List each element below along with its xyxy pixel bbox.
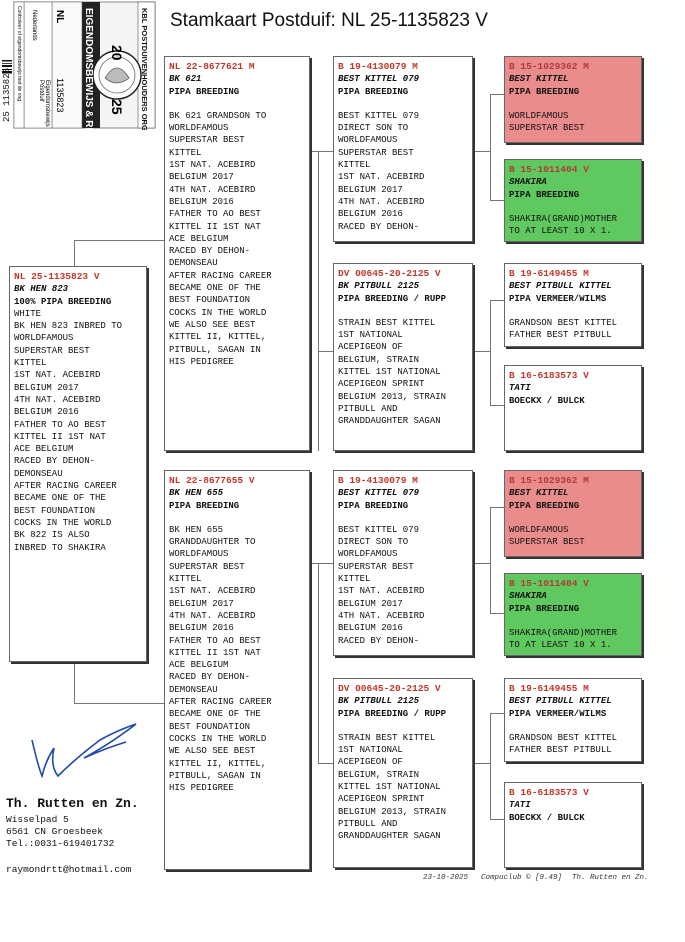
dam-card [164,470,310,870]
connector-line [490,94,491,200]
connector-line [74,240,75,266]
grandparent-card-dam-dam [333,678,473,868]
ring-year-right: 25 [109,99,125,115]
ring-year-left: 20 [109,45,125,61]
connector-line [490,613,505,614]
pigeon-description: WORLDFAMOUS SUPERSTAR BEST [509,524,585,548]
pigeon-breeder: PIPA BREEDING [509,500,580,511]
pigeon-description: WORLDFAMOUS SUPERSTAR BEST [509,110,585,134]
pigeon-ring-id: B 15-1029362 M [509,61,589,72]
sire-card [164,56,310,451]
pigeon-description: BK 621 GRANDSON TO WORLDFAMOUS SUPERSTAR BEST KITTEL 1ST NAT. ACEBIRD BELGIUM 2017 4TH NAT. ACEBIRD BELGIUM 2016 FATHER TO AO BEST KITTEL II 1ST NAT ACE BELGIUM RACED BY DEHON- DEMONSEAU AFTER RACING CAREER BECAME ONE OF THE BEST FOUNDATION COCKS IN THE WORLD WE ALSO SEE BEST KITTEL II, KITTEL, PITBULL, SAGAN IN HIS PEDIGREE [169,110,272,367]
subject-pigeon-card [9,266,147,662]
pigeon-breeder: PIPA BREEDING [509,189,580,200]
pigeon-name: BEST KITTEL 079 [338,74,420,85]
great-grandparent-card [504,678,642,762]
ring-code1: Postduif [38,80,44,102]
ring-side-text: Nederlands [31,10,37,41]
grandparent-card-sire-sire [333,56,473,242]
connector-line [74,662,75,704]
great-grandparent-card [504,365,642,451]
pigeon-breeder: PIPA BREEDING / RUPP [338,708,447,719]
pigeon-breeder: PIPA BREEDING [509,603,580,614]
pigeon-description: BEST KITTEL 079 DIRECT SON TO WORLDFAMOUS SUPERSTAR BEST KITTEL 1ST NAT. ACEBIRD BELGIUM 2017 4TH NAT. ACEBIRD BELGIUM 2016 RACED BY DEHON- [338,110,425,232]
pigeon-breeder: PIPA BREEDING [338,500,409,511]
pigeon-name: BK 621 [169,74,202,85]
ring-top-text: KBL POSTDUIVENHOUDERS ORGANISATIE [140,8,149,130]
pigeon-ring-id: DV 00645-20-2125 V [338,268,441,279]
great-grandparent-card [504,159,642,242]
pigeon-description: BEST KITTEL 079 DIRECT SON TO WORLDFAMOUS SUPERSTAR BEST KITTEL 1ST NAT. ACEBIRD BELGIUM 2017 4TH NAT. ACEBIRD BELGIUM 2016 RACED BY DEHON- [338,524,425,646]
connector-line [490,300,505,301]
pigeon-description: SHAKIRA(GRAND)MOTHER TO AT LEAST 10 X 1. [509,627,618,651]
ring-band-text: EIGENDOMSBEWIJS & RING [83,8,94,130]
pigeon-ring-id: NL 22-8677655 V [169,475,255,486]
pigeon-breeder: PIPA VERMEER/WILMS [509,293,607,304]
pigeon-ring-id: B 19-6149455 M [509,683,589,694]
owner-email: raymondrtt@hotmail.com [6,864,132,875]
great-grandparent-card [504,782,642,868]
connector-line [490,405,505,406]
pigeon-breeder: PIPA BREEDING [169,86,240,97]
pigeon-description: STRAIN BEST KITTEL 1ST NATIONAL ACEPIGEON OF BELGIUM, STRAIN KITTEL 1ST NATIONAL ACEPIGEON SPRINT BELGIUM 2013, STRAIN PITBULL AND GRANDDAUGHTER SAGAN [338,732,447,842]
great-grandparent-card [504,263,642,347]
pigeon-description: BK HEN 823 INBRED TO WORLDFAMOUS SUPERSTAR BEST KITTEL 1ST NAT. ACEBIRD BELGIUM 2017 4TH NAT. ACEBIRD BELGIUM 2016 FATHER TO AO BEST KITTEL II 1ST NAT ACE BELGIUM RACED BY DEHON- DEMONSEAU AFTER RACING CAREER BECAME ONE OF THE BEST FOUNDATION COCKS IN THE WORLD BK 822 IS ALSO INBRED TO SHAKIRA [14,321,123,553]
grandparent-card-dam-sire [333,470,473,656]
great-grandparent-card [504,56,642,143]
pigeon-name: TATI [509,383,531,394]
footer-date: 23-10-2025 [423,874,469,882]
pigeon-ring-id: B 16-6183573 V [509,370,589,381]
pigeon-description: BK HEN 655 GRANDDAUGHTER TO WORLDFAMOUS SUPERSTAR BEST KITTEL 1ST NAT. ACEBIRD BELGIUM 2017 4TH NAT. ACEBIRD BELGIUM 2016 FATHER TO AO BEST KITTEL II 1ST NAT ACE BELGIUM RACED BY DEHON- DEMONSEAU AFTER RACING CAREER BECAME ONE OF THE BEST FOUNDATION COCKS IN THE WORLD WE ALSO SEE BEST KITTEL II, KITTEL, PITBULL, SAGAN IN HIS PEDIGREE [169,524,272,794]
pigeon-name: BK HEN 655 [169,488,224,499]
pigeon-description: STRAIN BEST KITTEL 1ST NATIONAL ACEPIGEON OF BELGIUM, STRAIN KITTEL 1ST NATIONAL ACEPIGEON SPRINT BELGIUM 2013, STRAIN PITBULL AND GRANDDAUGHTER SAGAN [338,317,447,427]
pigeon-ring-id: B 15-1029362 M [509,475,589,486]
connector-line [310,563,333,564]
footer-software: Compuclub © [9.49] [481,874,563,882]
pigeon-ring-id: B 19-6149455 M [509,268,589,279]
pigeon-name: SHAKIRA [509,591,547,602]
pigeon-description: GRANDSON BEST KITTEL FATHER BEST PITBULL [509,317,618,341]
pigeon-ring-id: B 19-4130079 M [338,61,418,72]
pigeon-name: BK PITBULL 2125 [338,696,420,707]
pigeon-name: BEST KITTEL [509,488,569,499]
pigeon-description: GRANDSON BEST KITTEL FATHER BEST PITBULL [509,732,618,756]
pigeon-breeder: PIPA BREEDING [169,500,240,511]
ring-number: 1135823 [55,78,65,113]
pigeon-name: SHAKIRA [509,177,547,188]
ring-country: NL [54,10,65,24]
connector-line [318,151,319,451]
pigeon-breeder: PIPA BREEDING / RUPP [338,293,447,304]
connector-line [490,300,491,406]
ring-code2: Eigendomsbewijs [44,80,50,127]
owner-address-line: 6561 CN Groesbeek [6,826,103,837]
pigeon-ring-id: B 19-4130079 M [338,475,418,486]
pigeon-breeder: PIPA BREEDING [338,86,409,97]
grandparent-card-sire-dam [333,263,473,451]
pigeon-name: BEST PITBULL KITTEL [509,696,612,707]
pigeon-breeder: PIPA VERMEER/WILMS [509,708,607,719]
pigeon-ring-id: NL 25-1135823 V [14,271,100,282]
pigeon-name: BEST PITBULL KITTEL [509,281,612,292]
connector-line [490,819,505,820]
connector-line [318,763,333,764]
great-grandparent-card [504,573,642,656]
pigeon-breeder: PIPA BREEDING [509,86,580,97]
ring-vertical-number: 25 1135823 [2,67,12,122]
connector-line [473,151,490,152]
pigeon-name: BK HEN 823 [14,284,69,295]
ring-certificate-image [0,0,157,130]
pigeon-description: SHAKIRA(GRAND)MOTHER TO AT LEAST 10 X 1. [509,213,618,237]
pigeon-ring-id: B 16-6183573 V [509,787,589,798]
connector-line [473,351,490,352]
connector-line [74,703,165,704]
pigeon-breeder: BOECKX / BULCK [509,395,585,406]
ring-label: Controleer of eigendomsbewijs met de ring [16,6,22,102]
pigeon-color: WHITE [14,308,42,319]
connector-line [490,507,505,508]
connector-line [490,200,505,201]
owner-address-line: Wisselpad 5 [6,814,69,825]
owner-name: Th. Rutten en Zn. [6,796,139,811]
pigeon-name: BEST KITTEL [509,74,569,85]
connector-line [490,507,491,613]
pigeon-ring-id: B 15-1011404 V [509,578,589,589]
connector-line [318,351,333,352]
signature-image [24,718,144,788]
connector-line [490,94,505,95]
connector-line [490,713,505,714]
connector-line [473,763,490,764]
connector-line [310,151,333,152]
owner-phone: Tel.:0031-619401732 [6,838,115,849]
pigeon-breeder: 100% PIPA BREEDING [14,296,112,307]
pigeon-name: BK PITBULL 2125 [338,281,420,292]
connector-line [74,240,165,241]
footer-owner: Th. Rutten en Zn. [572,874,649,882]
connector-line [473,563,490,564]
connector-line [490,713,491,819]
great-grandparent-card [504,470,642,557]
pigeon-ring-id: DV 00645-20-2125 V [338,683,441,694]
pigeon-ring-id: B 15-1011404 V [509,164,589,175]
pigeon-name: TATI [509,800,531,811]
page-title: Stamkaart Postduif: NL 25-1135823 V [170,10,488,31]
pigeon-name: BEST KITTEL 079 [338,488,420,499]
pigeon-ring-id: NL 22-8677621 M [169,61,255,72]
pigeon-breeder: BOECKX / BULCK [509,812,585,823]
connector-line [318,563,319,763]
